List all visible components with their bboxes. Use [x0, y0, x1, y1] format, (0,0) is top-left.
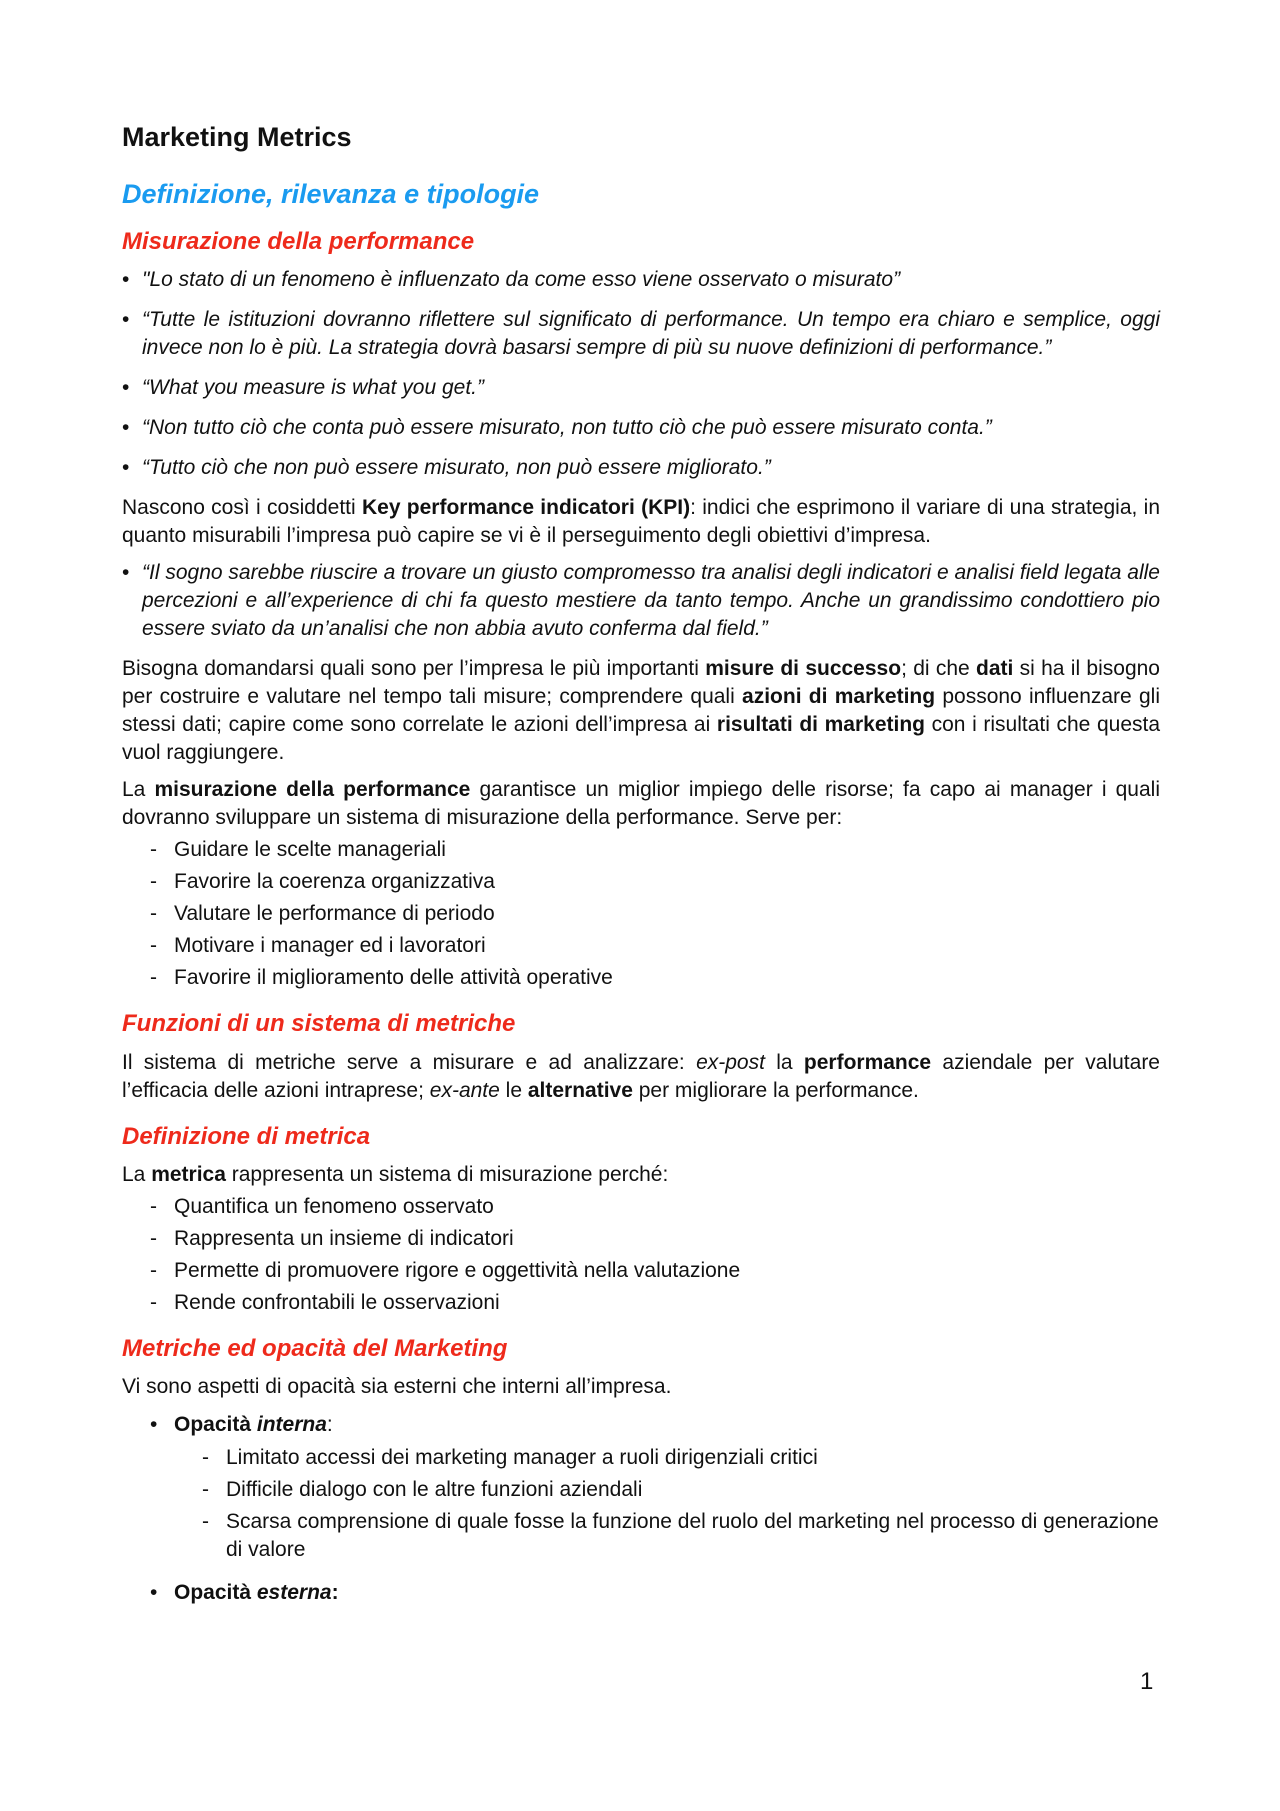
kpi-paragraph: Nascono così i cosiddetti Key performance indicatori (KPI): indici che esprimono il variare di una strategia, in quanto misurabili l’impresa può capire se vi è il perseguimento degli obiettivi d’impresa.: [122, 496, 1160, 548]
list-item: - Rappresenta un insieme di indicatori: [122, 1223, 1160, 1255]
page-number: 1: [1140, 1668, 1154, 1695]
metric-list: [122, 1191, 1160, 1319]
opacity-external-bullet: • Opacità esterna:: [122, 1578, 1160, 1608]
list-item: - Permette di promuovere rigore e oggettività nella valutazione: [122, 1255, 1160, 1287]
quote-1: • "Lo stato di un fenomeno è influenzato da come esso viene osservato o misurato”: [122, 266, 1160, 294]
functions-paragraph: Il sistema di metriche serve a misurare e ad analizzare: ex-post la performance aziendale per valutare l’efficacia delle azioni intraprese; ex-ante le alternative per migliorare la performance.: [122, 1050, 1160, 1102]
performance-paragraph: La misurazione della performance garantisce un miglior impiego delle risorse; fa capo ai manager i quali dovranno sviluppare un sistema di misurazione della performance. Serve per:: [122, 778, 1160, 830]
quote-2: • “Tutte le istituzioni dovranno riflettere sul significato di performance. Un tempo era chiaro e semplice, oggi invece non lo è più. La strategia dovrà basarsi sempre di più su nuove definizioni di performance.”: [122, 306, 1160, 362]
opacity-paragraph: Vi sono aspetti di opacità sia esterni che interni all’impresa.: [122, 1374, 672, 1398]
list-item: - Scarsa comprensione di quale fosse la funzione del ruolo del marketing nel processo di generazione di valore: [122, 1508, 1160, 1564]
document-title: Marketing Metrics: [122, 122, 352, 152]
quote-4: • “Non tutto ciò che conta può essere misurato, non tutto ciò che può essere misurato conta.”: [122, 414, 1160, 442]
list-item: - Rende confrontabili le osservazioni: [122, 1287, 1160, 1319]
list-item: - Difficile dialogo con le altre funzioni aziendali: [122, 1476, 1160, 1504]
serve-list: [122, 834, 1160, 994]
subheading-functions: Funzioni di un sistema di metriche: [122, 1010, 516, 1038]
success-paragraph: Bisogna domandarsi quali sono per l’impresa le più importanti misure di successo; di che dati si ha il bisogno per costruire e valutare nel tempo tali misure; comprendere quali azioni di marketing possono influenzare gli stessi dati; capire come sono correlate le azioni dell’impresa ai risultati di marketing con i risultati che questa vuol raggiungere.: [122, 657, 1161, 765]
list-item: - Motivare i manager ed i lavoratori: [122, 930, 1160, 962]
list-item: - Guidare le scelte manageriali: [122, 834, 1160, 866]
list-item: - Quantifica un fenomeno osservato: [122, 1191, 1160, 1223]
section-heading: Definizione, rilevanza e tipologie: [122, 179, 540, 210]
list-item: - Limitato accessi dei marketing manager a ruoli dirigenziali critici: [122, 1444, 1160, 1472]
opacity-internal-list: [122, 1444, 1160, 1564]
list-item: - Valutare le performance di periodo: [122, 898, 1160, 930]
quote-6: • “Il sogno sarebbe riuscire a trovare un giusto compromesso tra analisi degli indicatori e analisi field legata alle percezioni e all’experience di chi fa questo mestiere da tanto tempo. Anche un grandissimo condottiero pio essere sviato da un’analisi che non abbia avuto conferma dal field.”: [122, 559, 1160, 643]
metric-paragraph: La metrica rappresenta un sistema di misurazione perché:: [122, 1162, 669, 1186]
opacity-internal-bullet: • Opacità interna:: [122, 1410, 1160, 1440]
subheading-performance: Misurazione della performance: [122, 228, 475, 256]
list-item: - Favorire la coerenza organizzativa: [122, 866, 1160, 898]
quote-3: • “What you measure is what you get.”: [122, 374, 1160, 402]
quote-5: • “Tutto ciò che non può essere misurato, non può essere migliorato.”: [122, 454, 1160, 482]
list-item: - Favorire il miglioramento delle attività operative: [122, 962, 1160, 994]
subheading-opacity: Metriche ed opacità del Marketing: [122, 1334, 508, 1362]
document-page: [122, 120, 1160, 1612]
subheading-metric-definition: Definizione di metrica: [122, 1122, 371, 1150]
